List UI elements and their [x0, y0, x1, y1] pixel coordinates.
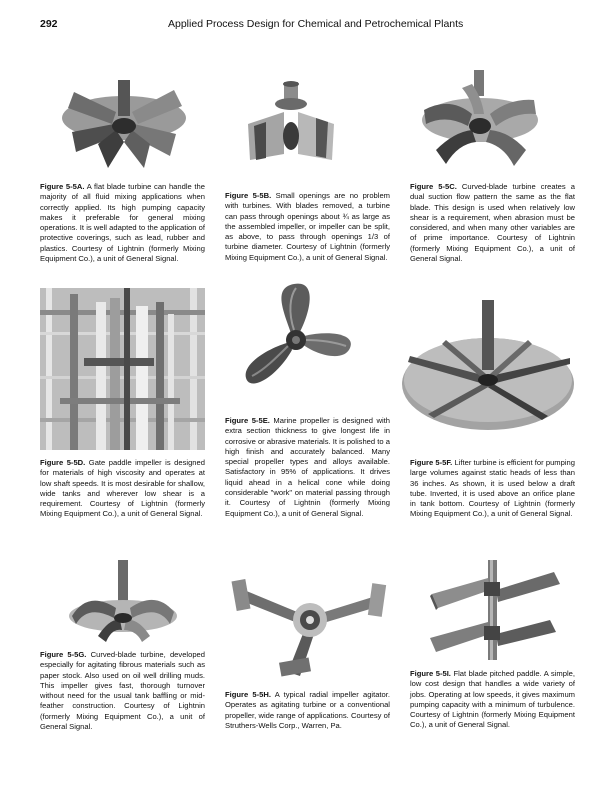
- figure-label: Figure 5-5E.: [225, 416, 270, 425]
- caption-text: Marine propeller is designed with extra section thickness to give longest life in corrosive or abrasive materials. It is polished to a high finish and accurately balanced. Many special propeller types and alloys available. Satisfactory in 95% of applications. It drives liquid ahead in a helical cone while doing considerable "work" on material passing through it. Courtesy of Lightnin (formerly Mixing Equipment Co.), a unit of General Signal.: [225, 416, 390, 518]
- page-header: [0, 18, 605, 34]
- caption-text: Small openings are no problem with turbines. With blades removed, a turbine can pass through openings about ¾ as large as the assembled impeller, or impeller can be split, as above, to pass through openings 1/3 of turbine diameter. Courtesy of Lightnin (formerly Mixing Equipment Co.), a unit of General Signal.: [225, 191, 390, 262]
- figure-label: Figure 5-5A.: [40, 182, 85, 191]
- running-title: Applied Process Design for Chemical and Petrochemical Plants: [168, 18, 464, 30]
- figure-label: Figure 5-5C.: [410, 182, 457, 191]
- figure-label: Figure 5-5B.: [225, 191, 272, 200]
- figure-label: Figure 5-5G.: [40, 650, 87, 659]
- figure-5-5e-caption: [225, 416, 390, 519]
- figure-5-5h-caption: [225, 690, 390, 731]
- caption-text: Lifter turbine is efficient for pumping large volumes against static heads of less than 36 inches. As shown, it is used below a draft tube. Inverted, it is used above an orifice plane in tank bottom. Courtesy of Lightnin (formerly Mixing Equipment Co.), a unit of General Signal.: [410, 458, 575, 519]
- figure-5-5c-image: [410, 70, 550, 180]
- figure-label: Figure 5-5D.: [40, 458, 86, 467]
- figure-label: Figure 5-5F.: [410, 458, 453, 467]
- figure-5-5g-caption: [40, 650, 205, 732]
- figure-5-5b-caption: [225, 191, 390, 263]
- figure-5-5d-image: [40, 288, 205, 450]
- figure-5-5c-caption: [410, 182, 575, 264]
- caption-text: Curved-blade turbine, developed especially for agitating fibrous materials such as paper stock. Also used on oil well drilling muds. This impeller gives fast, thorough turnover without need for the usual tank baffling or mid-feather construction. Courtesy of Lightnin (formerly Mixing Equipment Co.), a unit of General Signal.: [40, 650, 205, 732]
- caption-text: A typical radial impeller agitator. Operates as agitating turbine or a conventional propeller, wide range of applications. Courtesy of Struthers-Wells Corp., Warren, Pa.: [225, 690, 390, 730]
- caption-text: Flat blade pitched paddle. A simple, low cost design that handles a wide variety of jobs. Operating at low speeds, it gives maximum pumping capacity with a minimum of turbulence. Courtesy of Lightnin (formerly Mixing Equipment Co.), a unit of General Signal.: [410, 669, 575, 730]
- figure-5-5e-image: [232, 278, 357, 398]
- figure-label: Figure 5-5I.: [410, 669, 451, 678]
- figure-label: Figure 5-5H.: [225, 690, 271, 699]
- figure-5-5a-caption: [40, 182, 205, 264]
- figure-5-5h-image: [230, 560, 390, 680]
- figure-5-5d-caption: [40, 458, 205, 520]
- page-number: 292: [40, 18, 58, 30]
- figure-5-5i-image: [410, 560, 575, 660]
- caption-text: Gate paddle impeller is designed for materials of high viscosity and operates at low shaft speeds. It is most desirable for shallow, wide tanks and wherever low shear is a requirement. Courtesy of Lightnin (formerly Mixing Equipment Co.), a unit of General Signal.: [40, 458, 205, 519]
- figure-5-5b-image: [228, 78, 353, 173]
- caption-text: Curved-blade turbine creates a dual suction flow pattern the same as the flat blade. This design is used when relatively low shear is a requirement, when abrasion must be considered, and when many other variables are of prime importance. Courtesy of Lightnin (formerly Mixing Equipment Co.), a unit of General Signal.: [410, 182, 575, 264]
- figure-5-5f-caption: [410, 458, 575, 520]
- caption-text: A flat blade turbine can handle the majority of all fluid mixing applications when correctly applied. Its high pumping capacity makes it preferable for general mixing operations. It is well adapted to the application of protective coverings, such as lead, rubber and plastics. Courtesy of Lightnin (formerly Mixing Equipment Co.), a unit of General Signal.: [40, 182, 205, 264]
- figure-5-5g-image: [58, 560, 188, 645]
- figure-5-5i-caption: [410, 669, 575, 731]
- figure-5-5f-image: [398, 300, 578, 450]
- figure-5-5a-image: [54, 70, 194, 180]
